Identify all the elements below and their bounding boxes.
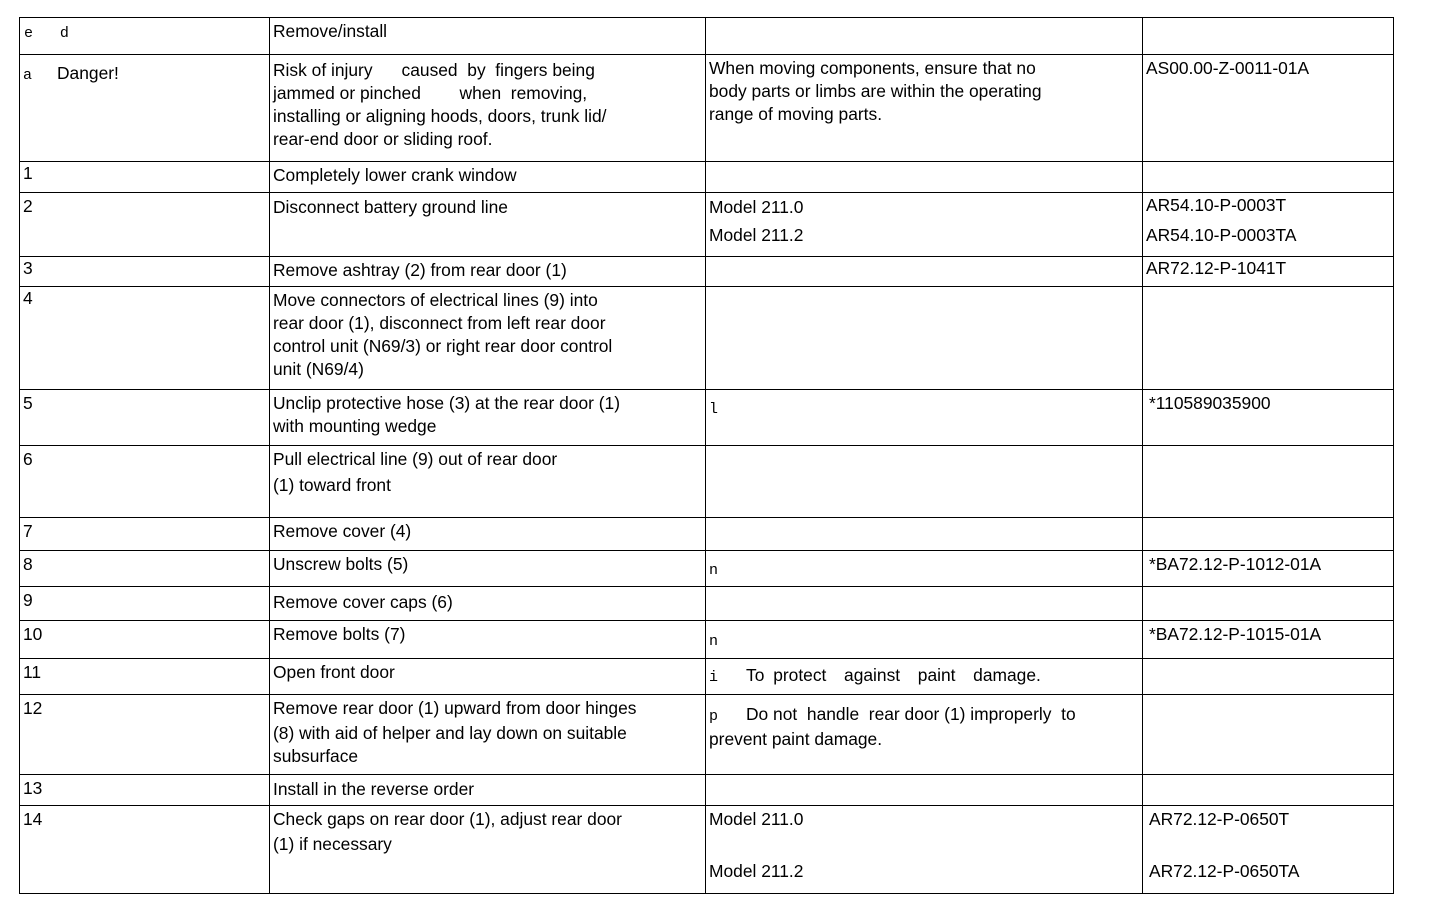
operation-line: Remove rear door (1) upward from door hinges [273, 698, 637, 718]
procedure-table [19, 17, 1394, 894]
note-line: Model 211.0 [709, 197, 804, 217]
operation-cell [270, 775, 706, 806]
note-line: prevent paint damage. [709, 729, 883, 749]
reference-cell [1143, 551, 1394, 587]
reference-cell [1143, 287, 1394, 390]
step-number: 11 [23, 662, 42, 682]
reference-cell [1143, 193, 1394, 257]
note-line-wrap [709, 703, 1139, 728]
operation-text: Completely lower crank window [273, 165, 517, 185]
table-row [20, 390, 1394, 446]
note-line: body parts or limbs are within the operating [709, 81, 1042, 101]
operation-text: Unscrew bolts (5) [273, 554, 409, 574]
operation-line: Pull electrical line (9) out of rear door [273, 449, 558, 469]
note-cell [706, 55, 1143, 162]
note-line: Do not handle rear door (1) improperly to [746, 704, 1076, 724]
step-cell [20, 55, 270, 162]
reference-link[interactable]: AR72.12-P-0650TA [1149, 861, 1300, 881]
step-number: 8 [23, 554, 33, 574]
table-row [20, 18, 1394, 55]
operation-text: Open front door [273, 662, 395, 682]
operation-line: Risk of injury caused by fingers being [273, 60, 595, 80]
tool-symbol: n [709, 562, 719, 579]
note-cell [706, 390, 1143, 446]
reference-cell [1143, 390, 1394, 446]
step-number: 5 [23, 393, 33, 413]
step-number: 7 [23, 521, 33, 541]
operation-cell [270, 695, 706, 775]
reference-cell [1143, 518, 1394, 551]
operation-line: (1) toward front [273, 475, 391, 495]
operation-cell [270, 55, 706, 162]
note-text: To protect against paint damage. [746, 665, 1041, 685]
table-row [20, 446, 1394, 518]
reference-link[interactable]: *110589035900 [1149, 393, 1271, 413]
operation-cell [270, 621, 706, 659]
table-row [20, 162, 1394, 193]
operation-line: (8) with aid of helper and lay down on suitable [273, 723, 627, 743]
step-cell [20, 518, 270, 551]
step-cell [20, 446, 270, 518]
reference-cell [1143, 621, 1394, 659]
step-number: 9 [23, 590, 33, 610]
step-symbol: d [59, 25, 69, 42]
table-row [20, 257, 1394, 287]
reference-cell [1143, 695, 1394, 775]
reference-link[interactable]: AR72.12-P-1041T [1146, 258, 1287, 278]
operation-cell [270, 18, 706, 55]
operation-line: control unit (N69/3) or right rear door control [273, 336, 613, 356]
operation-text: Remove ashtray (2) from rear door (1) [273, 260, 567, 280]
operation-cell [270, 446, 706, 518]
note-line: range of moving parts. [709, 104, 883, 124]
note-cell [706, 287, 1143, 390]
operation-cell [270, 518, 706, 551]
step-cell [20, 193, 270, 257]
step-number: 4 [23, 288, 33, 308]
table-row [20, 193, 1394, 257]
table-row [20, 587, 1394, 621]
reference-cell [1143, 446, 1394, 518]
step-number: 3 [23, 258, 33, 278]
note-line: Model 211.0 [709, 809, 804, 829]
table-row [20, 551, 1394, 587]
reference-link[interactable]: AR54.10-P-0003T [1146, 195, 1287, 215]
operation-line: jammed or pinched when removing, [273, 83, 588, 103]
operation-cell [270, 193, 706, 257]
note-cell [706, 775, 1143, 806]
step-number: 1 [23, 163, 33, 183]
note-cell [706, 162, 1143, 193]
reference-cell [1143, 55, 1394, 162]
reference-cell [1143, 806, 1394, 894]
step-cell [20, 806, 270, 894]
operation-line: rear-end door or sliding roof. [273, 129, 493, 149]
operation-text: Install in the reverse order [273, 779, 475, 799]
operation-line: installing or aligning hoods, doors, trunk lid/ [273, 106, 607, 126]
reference-link[interactable]: *BA72.12-P-1012-01A [1149, 554, 1322, 574]
note-cell [706, 446, 1143, 518]
step-cell [20, 621, 270, 659]
step-number: 6 [23, 449, 33, 469]
step-cell [20, 587, 270, 621]
step-number: 13 [23, 778, 43, 798]
step-cell [20, 390, 270, 446]
step-cell [20, 695, 270, 775]
note-cell [706, 659, 1143, 695]
table-row [20, 659, 1394, 695]
operation-cell [270, 162, 706, 193]
note-cell [706, 695, 1143, 775]
note-cell [706, 551, 1143, 587]
operation-line: rear door (1), disconnect from left rear door [273, 313, 606, 333]
note-cell [706, 193, 1143, 257]
reference-link[interactable]: *BA72.12-P-1015-01A [1149, 624, 1322, 644]
operation-cell [270, 287, 706, 390]
operation-line: Unclip protective hose (3) at the rear door (1) [273, 393, 621, 413]
reference-link[interactable]: AR72.12-P-0650T [1149, 809, 1290, 829]
note-cell [706, 587, 1143, 621]
operation-cell [270, 257, 706, 287]
note-cell [706, 257, 1143, 287]
note-cell [706, 518, 1143, 551]
operation-line: with mounting wedge [273, 416, 437, 436]
table-row [20, 806, 1394, 894]
operation-line: (1) if necessary [273, 834, 392, 854]
operation-cell [270, 551, 706, 587]
table-row [20, 621, 1394, 659]
table-row [20, 695, 1394, 775]
operation-text: Remove cover caps (6) [273, 592, 453, 612]
caution-symbol: p [709, 708, 719, 725]
operation-cell [270, 806, 706, 894]
note-line: Model 211.2 [709, 861, 804, 881]
operation-text: Remove bolts (7) [273, 624, 406, 644]
operation-cell [270, 587, 706, 621]
operation-text: Disconnect battery ground line [273, 197, 508, 217]
reference-cell [1143, 587, 1394, 621]
reference-cell [1143, 775, 1394, 806]
danger-symbol: a [23, 67, 33, 84]
reference-cell [1143, 162, 1394, 193]
operation-cell [270, 659, 706, 695]
danger-label: Danger! [57, 63, 119, 83]
tool-symbol: l [709, 401, 719, 418]
info-symbol: i [709, 669, 719, 686]
reference-cell [1143, 257, 1394, 287]
reference-link[interactable]: AS00.00-Z-0011-01A [1146, 58, 1310, 78]
tool-symbol: n [709, 633, 719, 650]
operation-text: Remove/install [273, 21, 388, 41]
step-cell [20, 551, 270, 587]
step-cell [20, 257, 270, 287]
note-cell [706, 806, 1143, 894]
reference-cell [1143, 18, 1394, 55]
step-cell [20, 775, 270, 806]
step-number: 2 [23, 196, 33, 216]
reference-cell [1143, 659, 1394, 695]
step-cell [20, 287, 270, 390]
note-cell [706, 18, 1143, 55]
operation-line: Move connectors of electrical lines (9) into [273, 290, 598, 310]
table-row [20, 518, 1394, 551]
step-number: 10 [23, 624, 43, 644]
note-line: Model 211.2 [709, 225, 804, 245]
operation-cell [270, 390, 706, 446]
table-row [20, 55, 1394, 162]
table-row [20, 287, 1394, 390]
step-cell [20, 18, 270, 55]
note-cell [706, 621, 1143, 659]
step-symbol: e [24, 25, 34, 42]
note-line: When moving components, ensure that no [709, 58, 1036, 78]
operation-line: unit (N69/4) [273, 359, 364, 379]
reference-link[interactable]: AR54.10-P-0003TA [1146, 225, 1297, 245]
operation-text: Remove cover (4) [273, 521, 412, 541]
step-number: 14 [23, 809, 43, 829]
step-cell [20, 162, 270, 193]
table-row [20, 775, 1394, 806]
step-cell [20, 659, 270, 695]
operation-line: Check gaps on rear door (1), adjust rear door [273, 809, 622, 829]
step-number: 12 [23, 698, 43, 718]
operation-line: subsurface [273, 746, 359, 766]
